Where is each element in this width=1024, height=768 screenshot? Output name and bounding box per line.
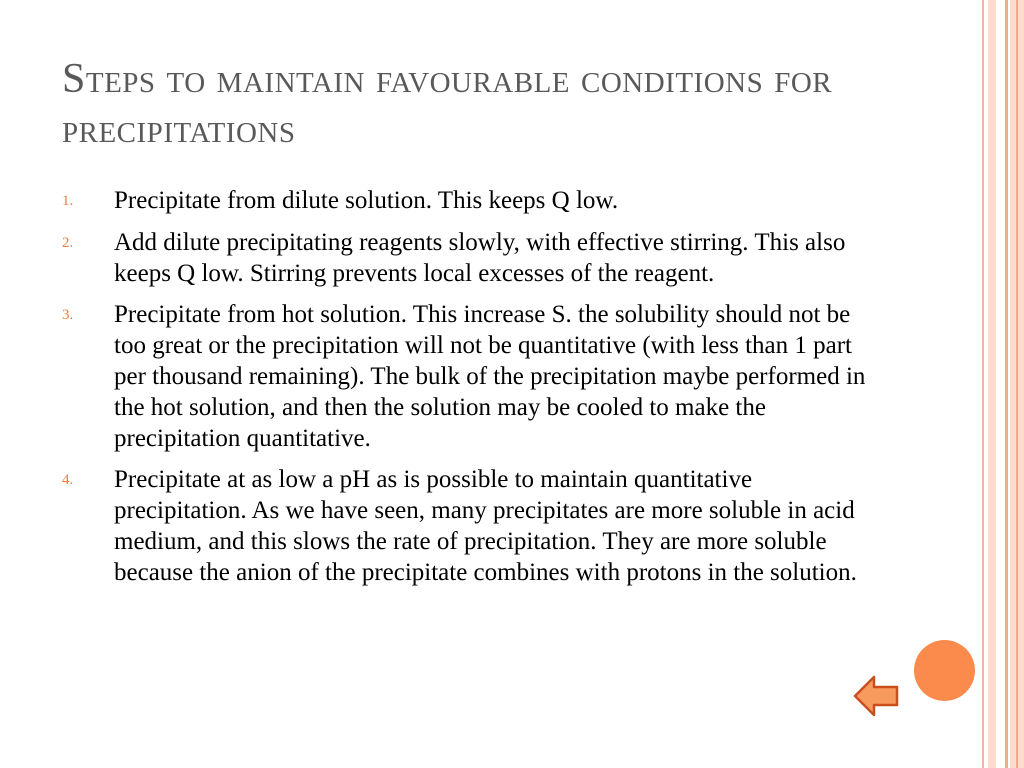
item-text: Precipitate from dilute solution. This keeps Q low. (114, 187, 619, 214)
border-stripe (1005, 0, 1008, 768)
border-stripe (982, 0, 984, 768)
circle-decoration (914, 640, 975, 701)
item-text: Precipitate at as low a pH as is possible to maintain quantitative precipitation. As we have seen, many precipitates are more soluble in acid medium, and this slows the rate of precipitation. They are more soluble because the anion of the precipitate combines with protons in the solution. (114, 466, 857, 586)
slide-border-decoration (976, 0, 1024, 768)
list-item (62, 185, 882, 217)
item-number: 2. (62, 235, 74, 251)
list-item (62, 464, 882, 588)
list-item (62, 227, 882, 289)
steps-list (62, 185, 882, 598)
item-text: Add dilute precipitating reagents slowly, with effective stirring. This also keeps Q low. Stirring prevents local excesses of the reagent. (114, 229, 846, 287)
item-text: Precipitate from hot solution. This increase S. the solubility should not be too great or the precipitation will not be quantitative (with less than 1 part per thousand remaining). The bulk of the precipitation maybe performed in the hot solution, and then the solution may be cooled to make the precipitation quantitative. (114, 301, 866, 452)
left-arrow-icon[interactable] (852, 672, 900, 720)
item-number: 4. (62, 472, 74, 488)
item-number: 1. (62, 193, 74, 209)
slide-title: Steps to maintain favourable conditions for precipitations (62, 56, 833, 152)
border-stripe (988, 0, 996, 768)
item-number: 3. (62, 307, 74, 323)
list-item (62, 299, 882, 454)
border-stripe (1016, 0, 1018, 768)
